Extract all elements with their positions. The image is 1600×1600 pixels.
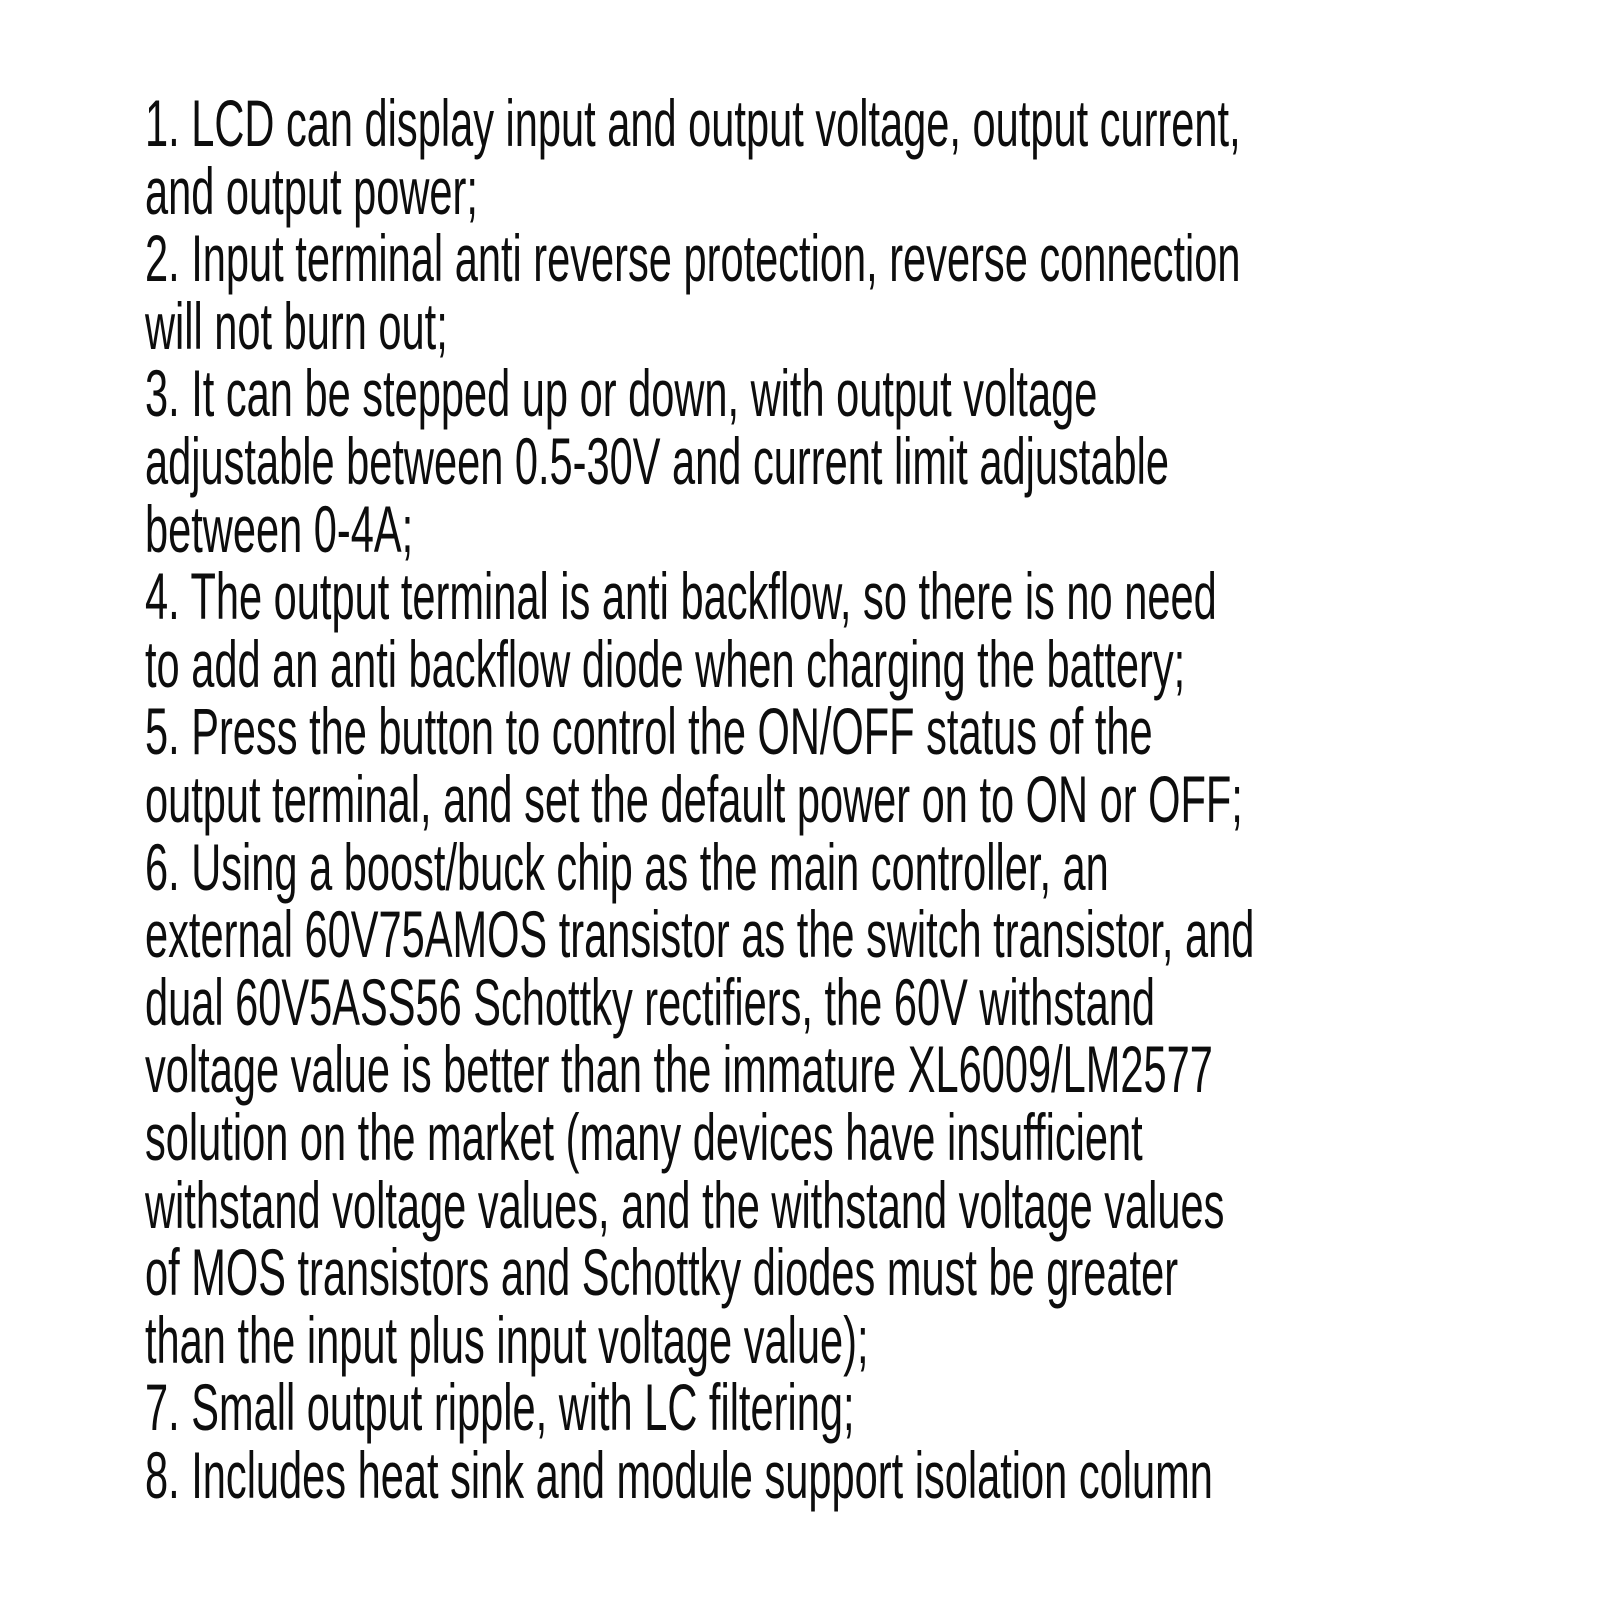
description-line: 4. The output terminal is anti backflow, so there is no need	[145, 559, 1217, 634]
product-description	[145, 86, 1600, 1512]
feature-item-6	[145, 829, 1600, 1377]
description-line: to add an anti backflow diode when charging the battery;	[145, 626, 1186, 701]
description-line: between 0-4A;	[145, 491, 414, 566]
description-line: 6. Using a boost/buck chip as the main controller, an	[145, 829, 1109, 904]
description-line: withstand voltage values, and the withstand voltage values	[145, 1167, 1225, 1242]
description-line: voltage value is better than the immature XL6009/LM2577	[145, 1032, 1213, 1107]
description-line: 1. LCD can display input and output voltage, output current,	[145, 86, 1241, 160]
description-line: than the input plus input voltage value);	[145, 1302, 869, 1377]
description-line: output terminal, and set the default power on to ON or OFF;	[145, 761, 1243, 836]
feature-item-7	[145, 1370, 1600, 1445]
feature-item-2	[145, 221, 1600, 363]
description-line: will not burn out;	[145, 288, 448, 363]
feature-item-8	[145, 1437, 1600, 1512]
description-line: of MOS transistors and Schottky diodes must be greater	[145, 1235, 1179, 1310]
feature-item-4	[145, 559, 1600, 701]
description-line: dual 60V5ASS56 Schottky rectifiers, the 60V withstand	[145, 964, 1156, 1039]
description-line: 5. Press the button to control the ON/OFF status of the	[145, 694, 1153, 769]
description-line: adjustable between 0.5-30V and current limit adjustable	[145, 423, 1169, 498]
feature-item-1	[145, 86, 1600, 228]
description-line: external 60V75AMOS transistor as the switch transistor, and	[145, 897, 1255, 972]
description-line: solution on the market (many devices have insufficient	[145, 1099, 1143, 1174]
description-line: 7. Small output ripple, with LC filtering;	[145, 1370, 855, 1445]
feature-item-5	[145, 694, 1600, 836]
description-line: 8. Includes heat sink and module support isolation column	[145, 1437, 1213, 1512]
feature-item-3	[145, 356, 1600, 566]
description-line: and output power;	[145, 153, 478, 228]
description-line: 3. It can be stepped up or down, with output voltage	[145, 356, 1098, 431]
description-line: 2. Input terminal anti reverse protection, reverse connection	[145, 221, 1241, 296]
